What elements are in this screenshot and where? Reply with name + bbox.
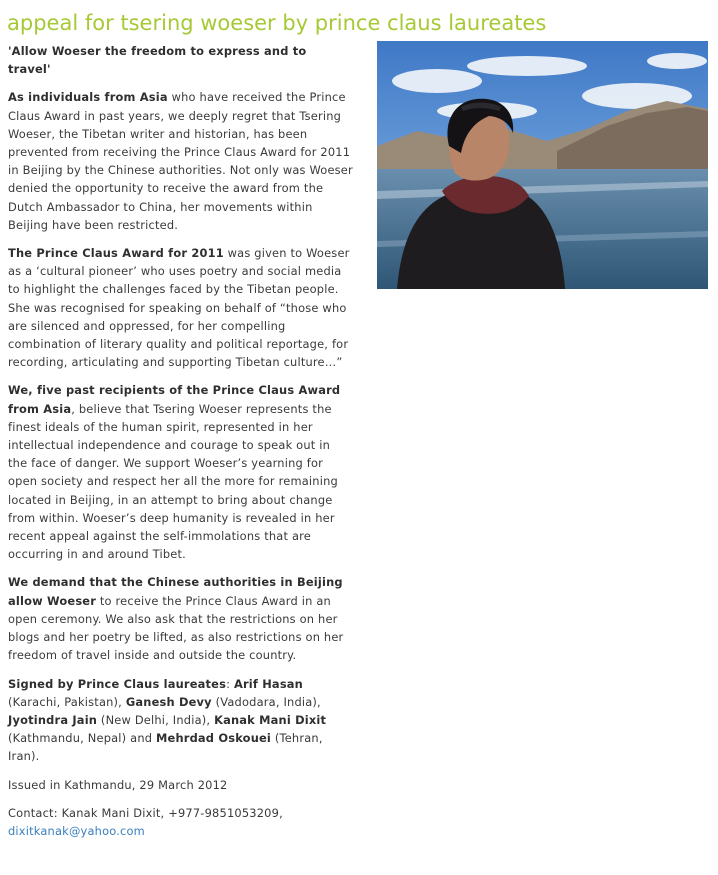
article-subtitle: 'Allow Woeser the freedom to express and to travel'	[8, 44, 307, 77]
page-title: appeal for tsering woeser by prince claus laureates	[7, 11, 547, 35]
signatories-lead: Signed by Prince Claus laureates	[8, 676, 227, 691]
paragraph-lead: The Prince Claus Award for 2011	[8, 246, 224, 261]
paragraph-text: who have received the Prince Claus Award in past years, we deeply regret that Tsering Woeser, the Tibetan writer and historian, has been prevented from receiving the Prince Claus Award for 2011 in Beijing by the Chinese authorities. Not only was Woeser denied the opportunity to receive the award from the Dutch Ambassador to China, her movements within Beijing have been restricted.	[8, 90, 353, 232]
signatory-name: Arif Hasan	[233, 676, 303, 691]
paragraph-award	[8, 244, 353, 371]
paragraph-text: , believe that Tsering Woeser represents the finest ideals of the human spirit, represented in her intellectual independence and courage to speak out in the face of danger. We support Woeser’s yearning for open society and respect her all the more for remaining located in Beijing, in an attempt to bring about change from within. Woeser’s deep humanity is revealed in her recent appeal against the self-immolations that are occurring in and around Tibet.	[8, 401, 338, 562]
woeser-photo	[377, 41, 708, 289]
signatory-location: (Kathmandu, Nepal) and	[8, 731, 156, 746]
article-body	[8, 42, 353, 850]
paragraph-lead: We, five past recipients of the Prince Claus Award from Asia	[8, 383, 341, 416]
paragraph-text: was given to Woeser as a ‘cultural pioneer’ who uses poetry and social media to highlight the challenges faced by the Tibetan people. She was recognised for speaking on behalf of “those who are silenced and oppressed, for her compelling combination of literary quality and political reportage, for recording, articulating and supporting Tibetan culture…”	[8, 246, 350, 370]
contact-email-link[interactable]: dixitkanak@yahoo.com	[8, 823, 145, 838]
signatories	[8, 675, 353, 766]
signatory-location: (Tehran, Iran).	[8, 731, 323, 764]
contact-block	[8, 804, 353, 840]
signatory-name: Jyotindra Jain	[8, 712, 98, 727]
paragraph-intro	[8, 88, 353, 234]
paragraph-text: to receive the Prince Claus Award in an open ceremony. We also ask that the restrictions on her blogs and her poetry be lifted, as also restrictions on her freedom of travel inside and outside the country.	[8, 593, 344, 663]
paragraph-lead: We demand that the Chinese authorities in Beijing allow Woeser	[8, 575, 343, 608]
paragraph-lead: As individuals from Asia	[8, 90, 168, 105]
signatory-name: Ganesh Devy	[125, 694, 212, 709]
signatories-colon: :	[226, 676, 234, 691]
signatory-name: Kanak Mani Dixit	[214, 712, 327, 727]
paragraph-recipients	[8, 381, 353, 563]
signatory-location: (Vadodara, India),	[211, 694, 321, 709]
signatory-location: (Karachi, Pakistan),	[8, 694, 126, 709]
signatory-location: (New Delhi, India),	[97, 712, 215, 727]
contact-text: Contact: Kanak Mani Dixit, +977-9851053209,	[8, 805, 283, 820]
photo-illustration	[377, 41, 708, 289]
paragraph-demand	[8, 573, 353, 664]
signatory-name: Mehrdad Oskouei	[155, 731, 272, 746]
issued-line: Issued in Kathmandu, 29 March 2012	[8, 777, 228, 792]
